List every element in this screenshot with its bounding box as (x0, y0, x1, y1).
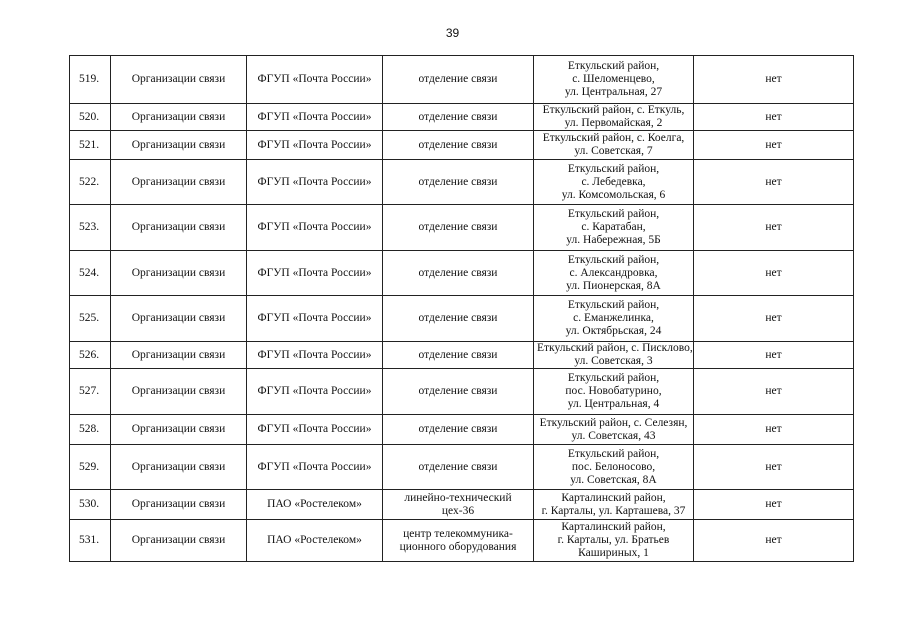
facility-cell-line: отделение связи (418, 138, 498, 151)
address-cell-line: г. Карталы, ул. Братьев (557, 534, 670, 546)
address-cell (534, 205, 694, 251)
facility-cell (383, 296, 534, 342)
address-cell-line: ул. Пионерская, 8А (566, 279, 661, 292)
status-cell: нет (694, 56, 854, 104)
status-cell: нет (694, 296, 854, 342)
address-cell (534, 490, 694, 520)
facility-cell-line: ционного оборудования (399, 540, 517, 553)
address-cell-line: с. Шеломенцево, (572, 73, 655, 85)
address-cell (534, 131, 694, 160)
address-cell-line: Еткульский район, с. Писклово, (537, 342, 693, 354)
organization-cell: ФГУП «Почта России» (247, 56, 383, 104)
row-number: 525. (70, 296, 111, 342)
category-cell: Организации связи (111, 160, 247, 205)
facility-cell (383, 369, 534, 415)
facility-cell-line: отделение связи (418, 423, 498, 435)
status-cell: нет (694, 445, 854, 490)
row-number: 524. (70, 251, 111, 296)
organization-cell: ФГУП «Почта России» (247, 104, 383, 131)
organization-cell: ПАО «Ростелеком» (247, 520, 383, 562)
status-cell: нет (694, 131, 854, 160)
facility-cell (383, 56, 534, 104)
status-cell: нет (694, 369, 854, 415)
address-cell-line: ул. Советская, 7 (574, 145, 653, 157)
registry-table (69, 55, 854, 562)
row-number: 530. (70, 490, 111, 520)
category-cell: Организации связи (111, 131, 247, 160)
facility-cell (383, 251, 534, 296)
status-cell: нет (694, 251, 854, 296)
facility-cell-line: отделение связи (418, 175, 498, 188)
organization-cell: ФГУП «Почта России» (247, 131, 383, 160)
table-row (70, 520, 854, 562)
table-row (70, 131, 854, 160)
address-cell (534, 342, 694, 369)
facility-cell-line: отделение связи (418, 110, 498, 123)
address-cell (534, 415, 694, 445)
category-cell: Организации связи (111, 56, 247, 104)
row-number: 519. (70, 56, 111, 104)
table-row (70, 342, 854, 369)
address-cell-line: Еткульский район, с. Коелга, (542, 132, 685, 144)
address-cell (534, 445, 694, 490)
facility-cell-line: линейно-технический (404, 491, 512, 504)
address-cell-line: Карталинский район, (561, 491, 666, 504)
address-cell (534, 369, 694, 415)
category-cell: Организации связи (111, 445, 247, 490)
address-cell-line: Еткульский район, (567, 253, 660, 266)
page-number: 39 (445, 26, 460, 40)
category-cell: Организации связи (111, 415, 247, 445)
address-cell-line: ул. Комсомольская, 6 (561, 188, 666, 201)
status-cell: нет (694, 160, 854, 205)
facility-cell-line: отделение связи (418, 385, 498, 397)
address-cell (534, 520, 694, 562)
facility-cell (383, 490, 534, 520)
facility-cell (383, 104, 534, 131)
address-cell (534, 296, 694, 342)
facility-cell-line: отделение связи (418, 73, 498, 85)
address-cell-line: Еткульский район, (567, 447, 660, 460)
table-row (70, 160, 854, 205)
status-cell: нет (694, 520, 854, 562)
row-number: 531. (70, 520, 111, 562)
status-cell: нет (694, 104, 854, 131)
facility-cell-line: отделение связи (418, 348, 498, 361)
address-cell-line: с. Александровка, (569, 266, 658, 279)
facility-cell (383, 160, 534, 205)
table-row (70, 104, 854, 131)
table-row (70, 251, 854, 296)
organization-cell: ФГУП «Почта России» (247, 342, 383, 369)
organization-cell: ФГУП «Почта России» (247, 296, 383, 342)
address-cell-line: ул. Советская, 3 (574, 355, 653, 367)
table-row (70, 56, 854, 104)
organization-cell: ФГУП «Почта России» (247, 205, 383, 251)
address-cell-line: г. Карталы, ул. Карташева, 37 (541, 504, 686, 517)
category-cell: Организации связи (111, 296, 247, 342)
facility-cell (383, 205, 534, 251)
address-cell-line: с. Лебедевка, (581, 175, 646, 188)
address-cell-line: ул. Центральная, 4 (567, 398, 660, 410)
table-row (70, 369, 854, 415)
address-cell-line: с. Каратабан, (581, 221, 646, 233)
facility-cell (383, 342, 534, 369)
table-row (70, 205, 854, 251)
address-cell (534, 104, 694, 131)
status-cell: нет (694, 415, 854, 445)
address-cell-line: Еткульский район, (567, 162, 660, 175)
table-body (70, 56, 854, 562)
table-row (70, 415, 854, 445)
address-cell-line: Еткульский район, (567, 372, 660, 384)
facility-cell-line: отделение связи (418, 221, 498, 233)
address-cell-line: Еткульский район, с. Селезян, (539, 416, 688, 429)
address-cell (534, 160, 694, 205)
facility-cell-line: центр телекоммуника- (403, 527, 513, 540)
status-cell: нет (694, 205, 854, 251)
table-row (70, 445, 854, 490)
address-cell-line: ул. Советская, 43 (571, 429, 656, 442)
address-cell-line: Кашириных, 1 (578, 547, 649, 559)
address-cell-line: Карталинский район, (561, 521, 666, 533)
category-cell: Организации связи (111, 490, 247, 520)
address-cell-line: Еткульский район, (567, 208, 660, 220)
facility-cell (383, 445, 534, 490)
address-cell-line: с. Еманжелинка, (573, 312, 654, 324)
row-number: 528. (70, 415, 111, 445)
facility-cell-line: цех-36 (441, 504, 475, 517)
address-cell-line: Еткульский район, (567, 60, 660, 72)
address-cell-line: ул. Октябрьская, 24 (565, 325, 662, 337)
address-cell-line: пос. Белоносово, (571, 460, 656, 473)
address-cell-line: ул. Набережная, 5Б (566, 234, 661, 246)
row-number: 521. (70, 131, 111, 160)
facility-cell-line: отделение связи (418, 312, 498, 324)
address-cell-line: пос. Новобатурино, (565, 385, 662, 397)
facility-cell-line: отделение связи (418, 266, 498, 279)
address-cell (534, 56, 694, 104)
facility-cell-line: отделение связи (418, 460, 498, 473)
facility-cell (383, 131, 534, 160)
address-cell (534, 251, 694, 296)
table-row (70, 490, 854, 520)
address-cell-line: ул. Советская, 8А (570, 473, 657, 486)
row-number: 523. (70, 205, 111, 251)
row-number: 526. (70, 342, 111, 369)
category-cell: Организации связи (111, 104, 247, 131)
address-cell-line: Еткульский район, (567, 299, 660, 311)
category-cell: Организации связи (111, 251, 247, 296)
status-cell: нет (694, 490, 854, 520)
address-cell-line: ул. Центральная, 27 (564, 86, 663, 98)
address-cell-line: ул. Первомайская, 2 (564, 117, 663, 129)
organization-cell: ФГУП «Почта России» (247, 160, 383, 205)
organization-cell: ФГУП «Почта России» (247, 369, 383, 415)
category-cell: Организации связи (111, 520, 247, 562)
row-number: 529. (70, 445, 111, 490)
facility-cell (383, 415, 534, 445)
category-cell: Организации связи (111, 205, 247, 251)
organization-cell: ПАО «Ростелеком» (247, 490, 383, 520)
facility-cell (383, 520, 534, 562)
organization-cell: ФГУП «Почта России» (247, 445, 383, 490)
row-number: 520. (70, 104, 111, 131)
organization-cell: ФГУП «Почта России» (247, 251, 383, 296)
category-cell: Организации связи (111, 369, 247, 415)
row-number: 527. (70, 369, 111, 415)
organization-cell: ФГУП «Почта России» (247, 415, 383, 445)
category-cell: Организации связи (111, 342, 247, 369)
status-cell: нет (694, 342, 854, 369)
table-row (70, 296, 854, 342)
address-cell-line: Еткульский район, с. Еткуль, (542, 104, 685, 116)
row-number: 522. (70, 160, 111, 205)
